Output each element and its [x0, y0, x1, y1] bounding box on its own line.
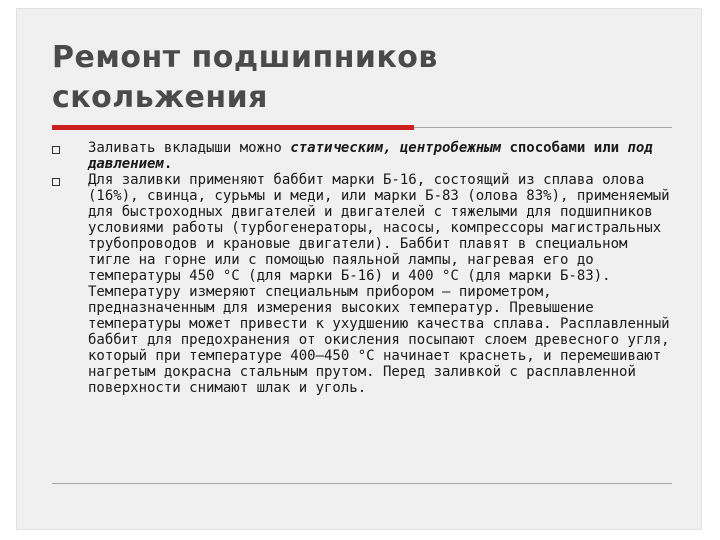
bullet-item-babbit-description — [52, 172, 672, 396]
slide-title-line-1: Ремонт подшипников — [52, 40, 438, 75]
title-accent-rule — [52, 125, 414, 130]
bullet-text-bold: . — [163, 156, 173, 172]
bullet-text-emphasis: под давлением — [88, 140, 653, 172]
slide-title — [52, 38, 672, 118]
square-bullet-icon — [52, 146, 60, 154]
bullet-item-casting-methods — [52, 140, 672, 172]
square-bullet-icon — [52, 178, 60, 186]
bullet-list — [52, 140, 672, 396]
title-divider-rule — [414, 127, 672, 128]
slide-title-line-2: скольжения — [52, 80, 268, 115]
bullet-text-segment: Заливать вкладыши можно — [88, 140, 291, 156]
footer-divider-rule — [52, 483, 672, 484]
bullet-text: Для заливки применяют баббит марки Б-16, состоящий из сплава олова (16%), свинца, сурьмы и меди, или марки Б-83 (олова 83%), применяемый для быстроходных двигателей и двигателей с тяжелыми для подшипников условиями работы (турбогенераторы, насосы, компрессоры магистральных трубопроводов и крановые двигатели). Баббит плавят в специальном тигле на горне или с помощью паяльной лампы, нагревая его до температуры 450 °С (для марки Б-16) и 400 °С (для марки Б-83). Температуру измеряют специальным прибором — пирометром, предназначенным для измерения высоких температур. Превышение температуры может привести к ухудшению качества сплава. Расплавленный баббит для предохранения от окисления посыпают слоем древесного угля, который при температуре 400—450 °С начинает краснеть, и перемешивают нагретым докрасна стальным прутом. Перед заливкой с расплавленной поверхности снимают шлак и уголь. — [88, 172, 670, 396]
bullet-text-emphasis: статическим, центробежным — [290, 140, 502, 156]
bullet-text-bold: способами или — [501, 140, 628, 156]
